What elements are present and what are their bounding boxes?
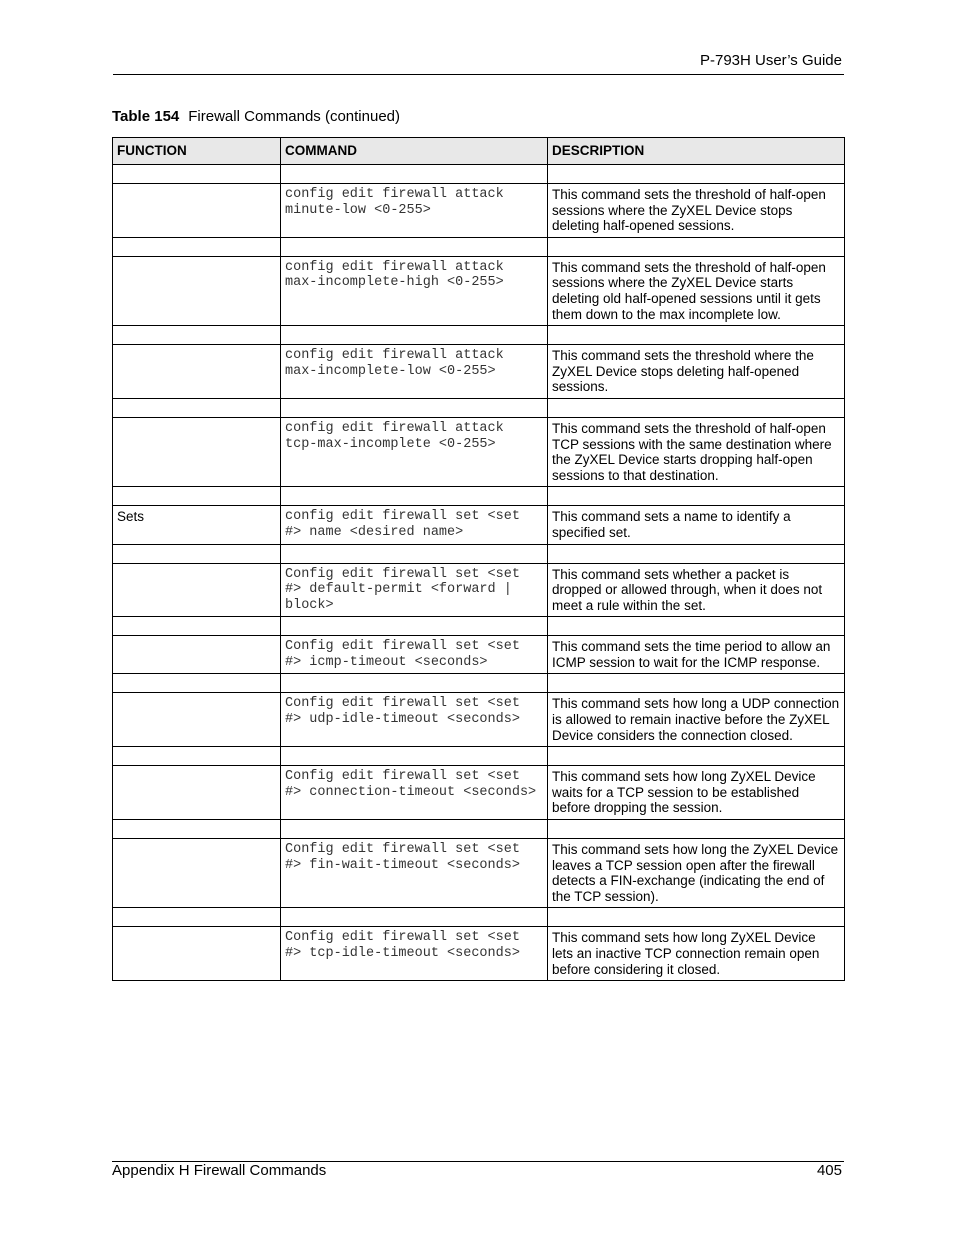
header-divider	[113, 74, 844, 75]
table-row	[113, 563, 845, 617]
spacer-row	[113, 617, 845, 636]
description-cell: This command sets how long the ZyXEL Device leaves a TCP session open after the firewall detects a FIN-exchange (indicating the end of the TCP session).	[548, 839, 845, 908]
function-cell	[113, 184, 281, 238]
table-header-row	[113, 138, 845, 165]
table-row	[113, 184, 845, 238]
footer-section-title: Appendix H Firewall Commands	[112, 1162, 327, 1179]
command-cell: Config edit firewall set <set #> udp-idle-timeout <seconds>	[281, 693, 548, 747]
spacer-row	[113, 674, 845, 693]
spacer-row	[113, 544, 845, 563]
function-cell	[113, 417, 281, 486]
command-cell: config edit firewall attack max-incomplete-high <0-255>	[281, 256, 548, 325]
function-cell	[113, 693, 281, 747]
table-row	[113, 417, 845, 486]
function-cell	[113, 839, 281, 908]
table-caption	[112, 108, 400, 125]
table-number: Table 154	[112, 108, 180, 125]
command-cell: config edit firewall attack max-incomplete-low <0-255>	[281, 345, 548, 399]
command-cell: config edit firewall attack minute-low <0-255>	[281, 184, 548, 238]
spacer-row	[113, 398, 845, 417]
function-cell	[113, 927, 281, 981]
description-cell: This command sets the threshold where the ZyXEL Device stops deleting half-opened sessions.	[548, 345, 845, 399]
function-cell	[113, 256, 281, 325]
command-cell: Config edit firewall set <set #> icmp-timeout <seconds>	[281, 636, 548, 674]
table-title: Firewall Commands (continued)	[188, 108, 401, 125]
description-cell: This command sets how long a UDP connection is allowed to remain inactive before the ZyXEL Device considers the connection closed.	[548, 693, 845, 747]
command-cell: config edit firewall attack tcp-max-incomplete <0-255>	[281, 417, 548, 486]
function-cell: Sets	[113, 506, 281, 544]
spacer-row	[113, 820, 845, 839]
spacer-row	[113, 237, 845, 256]
spacer-row	[113, 165, 845, 184]
spacer-row	[113, 487, 845, 506]
command-column-header: COMMAND	[281, 138, 548, 165]
description-cell: This command sets how long ZyXEL Device waits for a TCP session to be established before dropping the session.	[548, 766, 845, 820]
table-row	[113, 256, 845, 325]
command-cell: Config edit firewall set <set #> fin-wait-timeout <seconds>	[281, 839, 548, 908]
description-column-header: DESCRIPTION	[548, 138, 845, 165]
table-row	[113, 345, 845, 399]
page-number: 405	[816, 1162, 842, 1179]
function-cell	[113, 766, 281, 820]
table-row	[113, 839, 845, 908]
command-cell: Config edit firewall set <set #> connection-timeout <seconds>	[281, 766, 548, 820]
command-cell: Config edit firewall set <set #> tcp-idle-timeout <seconds>	[281, 927, 548, 981]
spacer-row	[113, 747, 845, 766]
spacer-row	[113, 326, 845, 345]
firewall-commands-table	[112, 137, 845, 981]
description-cell: This command sets whether a packet is dropped or allowed through, when it does not meet a rule within the set.	[548, 563, 845, 617]
description-cell: This command sets how long ZyXEL Device lets an inactive TCP connection remain open before considering it closed.	[548, 927, 845, 981]
description-cell: This command sets the threshold of half-open sessions where the ZyXEL Device starts deleting old half-opened sessions until it gets them down to the max incomplete low.	[548, 256, 845, 325]
table-row	[113, 766, 845, 820]
command-cell: config edit firewall set <set #> name <desired name>	[281, 506, 548, 544]
description-cell: This command sets a name to identify a specified set.	[548, 506, 845, 544]
table-row	[113, 506, 845, 544]
function-cell	[113, 636, 281, 674]
guide-title: P-793H User’s Guide	[699, 52, 842, 69]
function-cell	[113, 563, 281, 617]
table-row	[113, 636, 845, 674]
command-cell: Config edit firewall set <set #> default-permit <forward | block>	[281, 563, 548, 617]
description-cell: This command sets the time period to allow an ICMP session to wait for the ICMP response.	[548, 636, 845, 674]
table-row	[113, 927, 845, 981]
function-column-header: FUNCTION	[113, 138, 281, 165]
function-cell	[113, 345, 281, 399]
table-row	[113, 693, 845, 747]
spacer-row	[113, 908, 845, 927]
description-cell: This command sets the threshold of half-open TCP sessions with the same destination where the ZyXEL Device starts dropping half-open sessions to that destination.	[548, 417, 845, 486]
description-cell: This command sets the threshold of half-open sessions where the ZyXEL Device stops deleting half-opened sessions.	[548, 184, 845, 238]
